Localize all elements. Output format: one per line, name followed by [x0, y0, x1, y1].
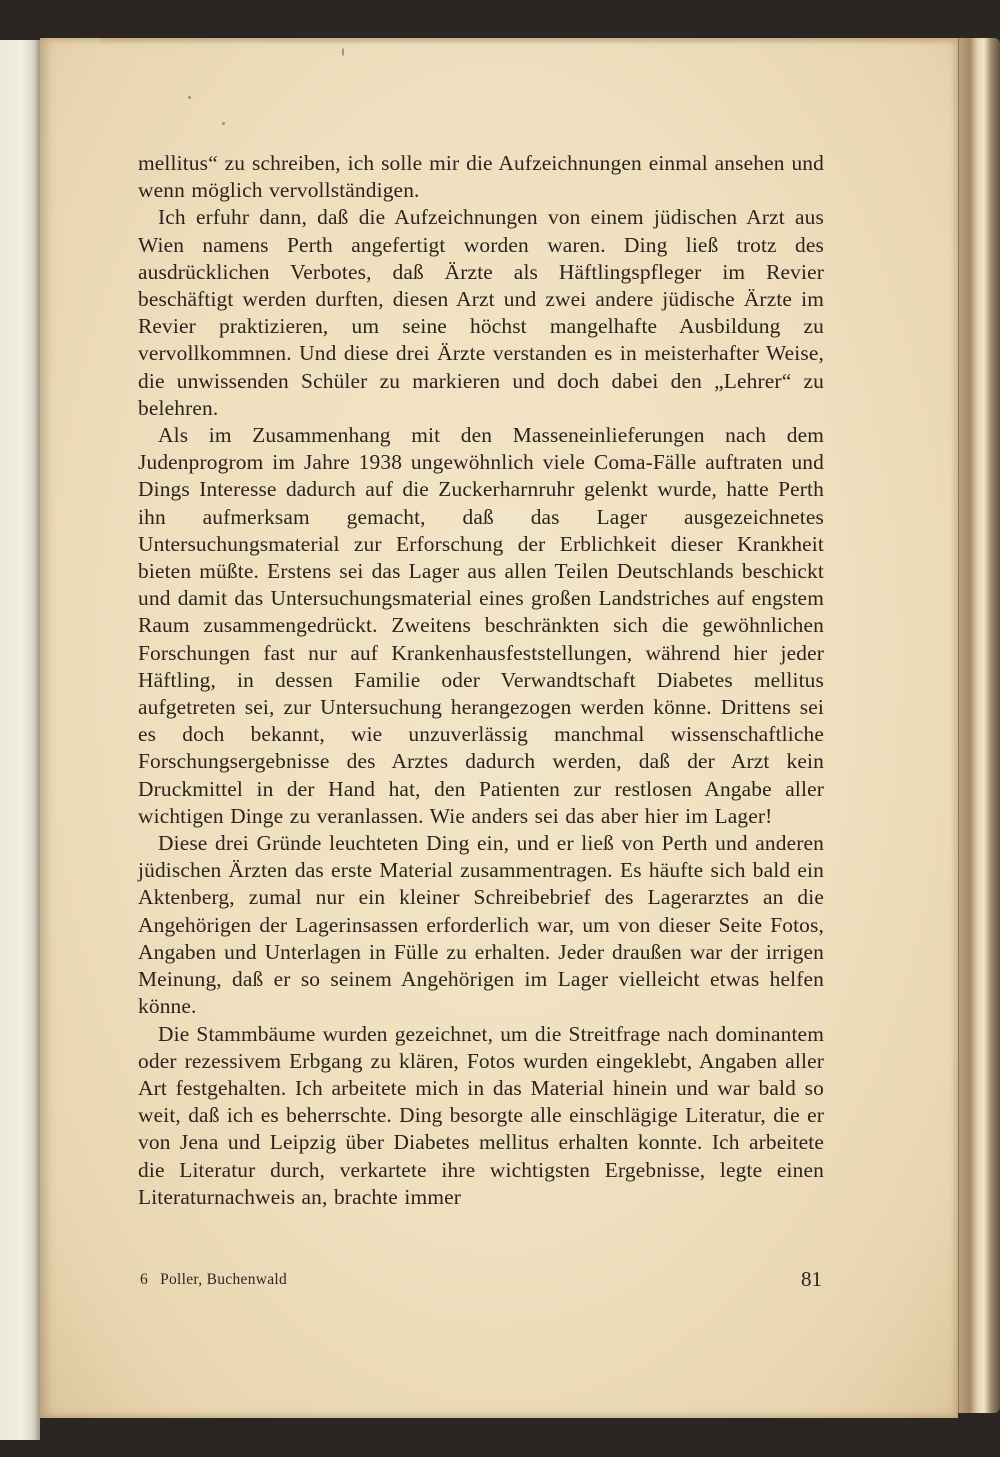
paragraph: mellitus“ zu schreiben, ich solle mir die Aufzeichnungen einmal ansehen und wenn möglich vervollständigen.	[138, 151, 824, 203]
paragraph: Die Stammbäume wurden gezeichnet, um die Streitfrage nach dominantem oder rezessivem Erbgang zu klären, Fotos wurden eingeklebt, Angaben aller Art festgehalten. Ich arbeitete mich in das Material hinein und war bald so weit, daß ich es beherrschte. Ding besorgte alle einschlägige Literatur, die er von Jena und Leipzig über Diabetes mellitus erhalten konnte. Ich arbeitete die Literatur durch, verkartete ihre wichtigsten Ergebnisse, legte einen Literaturnachweis an, brachte immer	[138, 1021, 824, 1209]
page-number: 81	[801, 1267, 822, 1291]
paragraph: Als im Zusammenhang mit den Masseneinlieferungen nach dem Judenprogrom im Jahre 1938 ungewöhnlich viele Coma-Fälle auftraten und Dings Interesse dadurch auf die Zuckerharnruhr gelenkt wurde, hatte Perth ihn aufmerksam gemacht, daß das Lager ausgezeichnetes Untersuchungsmaterial zur Erforschung der Erblichkeit dieser Krankheit bieten müßte. Erstens sei das Lager aus allen Teilen Deutschlands beschickt und damit das Untersuchungsmaterial eines großen Landstriches auf engstem Raum zusammengedrückt. Zweitens beschränkten sich die gewöhnlichen Forschungen fast nur auf Krankenhausfeststellungen, während hier jeder Häftling, in dessen Familie oder Verwandtschaft Diabetes mellitus aufgetreten sei, zur Untersuchung herangezogen werden könne. Drittens sei es doch bekannt, wie unzuverlässig manchmal wissenschaftliche Forschungsergebnisse des Arztes dadurch werden, daß der Arzt kein Druckmittel in der Hand hat, den Patienten zur restlosen Angabe aller wichtigen Dinge zu veranlassen. Wie anders sei das aber hier im Lager!	[138, 423, 824, 828]
body-text	[138, 150, 824, 1211]
signature-text: Poller, Buchenwald	[160, 1271, 288, 1288]
paragraph: Ich erfuhr dann, daß die Aufzeichnungen von einem jüdischen Arzt aus Wien namens Perth angefertigt worden waren. Ding ließ trotz des ausdrücklichen Verbotes, daß Ärzte als Häftlingspfleger im Revier beschäftigt werden durften, diesen Arzt und zwei andere jüdische Ärzte im Revier praktizieren, um seine höchst mangelhafte Ausbildung zu vervollkommnen. Und diese drei Ärzte verstanden es in meisterhafter Weise, die unwissenden Schüler zu markieren und doch dabei den „Lehrer“ zu belehren.	[138, 205, 824, 420]
previous-page-edge	[0, 40, 40, 1440]
paper-speck	[188, 96, 191, 99]
signature-line	[140, 1271, 287, 1289]
paragraph: Diese drei Gründe leuchteten Ding ein, und er ließ von Perth und anderen jüdischen Ärzten das erste Material zusammentragen. Es häufte sich bald ein Aktenberg, zumal nur ein kleiner Schreibebrief des Lagerarztes an die Angehörigen der Lagerinsassen erforderlich war, um von dieser Seite Fotos, Angaben und Unterlagen in Fülle zu erhalten. Jeder draußen war der irrigen Meinung, daß er so seinem Angehörigen im Lager vielleicht etwas helfen könne.	[138, 831, 824, 1019]
page-top-shadow	[100, 38, 958, 44]
paper-speck	[342, 48, 344, 56]
paper-speck	[222, 122, 225, 125]
book-page	[40, 38, 958, 1418]
signature-number: 6	[140, 1271, 149, 1288]
